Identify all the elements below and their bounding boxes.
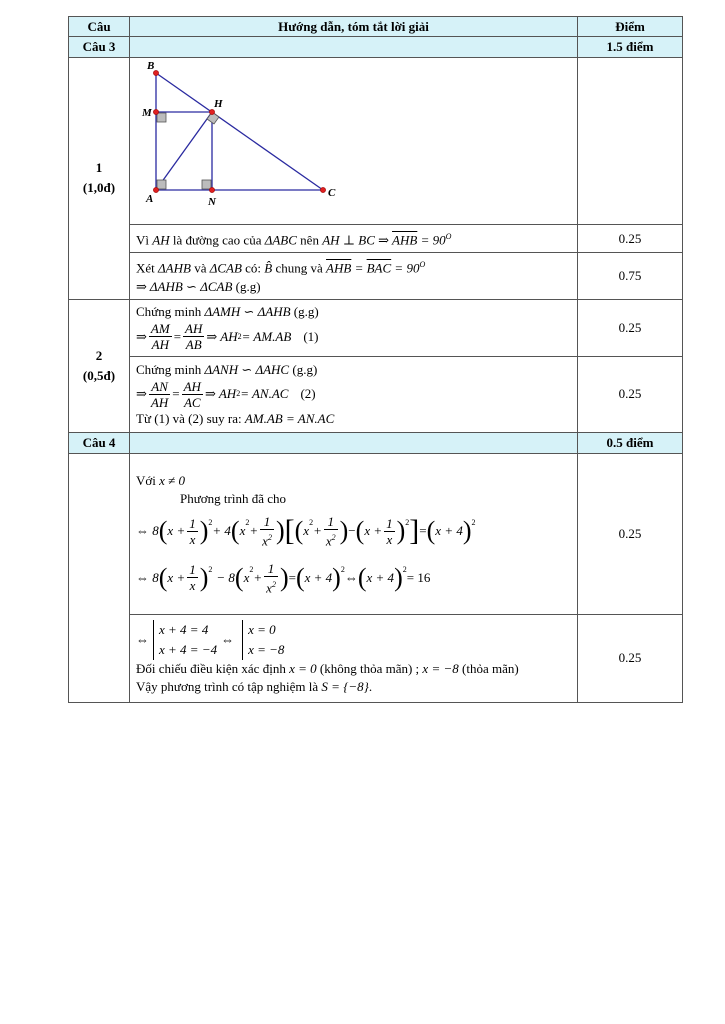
q3-part2-step1: Chứng minh ΔAMH ∽ ΔAHB (g.g) ⇒ $\frac{AM}{AH}$ = $\frac{AH}{AB}$ ⇒ AH 2 = AM.AB (1) (130, 299, 578, 356)
point-n (209, 187, 214, 192)
q4-step1-score: 0.25 (578, 453, 683, 614)
q3-part2-step2-row (69, 356, 683, 432)
right-angle-a (157, 180, 166, 189)
header-huong-dan: Hướng dẫn, tóm tắt lời giải (130, 17, 578, 37)
q4-equation-1: ⇔ 8 ( x + $\frac{1}{x}$ ) $^2$ + 4 ( x $^2$ + $\frac{1}{x^2}$ ) [ ( x $^2$ + $\frac{1}{x^2}$ ) − ( x + $\frac{1}{x}$ ) $^2$ ] = ( x + 4 ) $^2$ (136, 514, 476, 549)
point-m (153, 109, 158, 114)
q4-points: 0.5 điểm (578, 432, 683, 453)
point-h (209, 109, 214, 114)
q4-equation-2: ⇔ 8 ( x + $\frac{1}{x}$ ) $^2$ − 8 ( x $^2$ + $\frac{1}{x^2}$ ) = ( x + 4 ) $^2$ ⇔ ( x + 4 ) $^2$ = 16 (136, 560, 431, 595)
q3-part1-step2-score: 0.75 (578, 253, 683, 299)
q4-step1: Với x ≠ 0 Phương trình đã cho ⇔ 8 ( x + $\frac{1}{x}$ ) $^2$ + 4 ( x $^2$ + $\frac{1}{x^2}$ ) [ ( x $^2$ + $\frac{1}{x^2}$ ) − ( x + $\frac{1}{x}$ ) $^2$ ] = ( x + 4 ) $^2$ ⇔ 8 ( x + $\frac{1}{x}$ ) $^2$ − 8 ( x $^2$ + $\frac{1}{x^2}$ ) = ( x + 4 ) $^2$ ⇔ ( x + 4 ) $^2$ = 16 (130, 453, 578, 614)
q4-step2: ⇔ x + 4 = 4 x + 4 = −4 ⇔ x = 0 x = −8 Đối chiếu điều kiện xác định x = 0 (không thỏa mãn) ; x = −8 (thỏa mãn) Vậy phương trình có tập nghiệm là S = {−8}. (130, 614, 578, 702)
q3-part1-step2: Xét ΔAHB và ΔCAB có: B̂ chung và $\overline{AHB} = \overline{BAC} = 90^O$ ⇒ ΔAHB ∽ ΔCAB (g.g) (130, 253, 578, 299)
q3-part1-step1-score: 0.25 (578, 225, 683, 253)
segment-ah (156, 112, 212, 190)
header-cau: Câu (69, 17, 130, 37)
q4-row (69, 432, 683, 453)
geometry-figure (130, 58, 570, 220)
label-m: M (142, 107, 152, 119)
right-angle-m (157, 113, 166, 122)
q3-part1-step1: Vì AH là đường cao của ΔABC nên AH ⊥ BC ⇒ $\overline{AHB} = 90^O$ (130, 225, 578, 253)
label-h: H (214, 98, 223, 110)
q3-part1-step1-row (69, 225, 683, 253)
q4-step1-row (69, 453, 683, 614)
q3-part1-label: 1 (1,0đ) (69, 58, 130, 300)
q3-part2-step2: Chứng minh ΔANH ∽ ΔAHC (g.g) ⇒ $\frac{AN}{AH}$ = $\frac{AH}{AC}$ ⇒ AH 2 = AN.AC (2) Từ (1) và (2) suy ra: AM.AB = AN.AC (130, 356, 578, 432)
q3-label: Câu 3 (69, 37, 130, 58)
point-a (153, 187, 158, 192)
q3-part2-step1-row (69, 299, 683, 356)
q3-row (69, 37, 683, 58)
q4-step2-score: 0.25 (578, 614, 683, 702)
answer-table (68, 16, 683, 703)
header-diem: Điểm (578, 17, 683, 37)
label-b: B (147, 60, 155, 72)
point-c (320, 187, 325, 192)
right-angle-n (202, 180, 211, 189)
q3-part2-label: 2 (0,5đ) (69, 299, 130, 432)
segment-bc (156, 73, 323, 190)
q3-part2-step1-score: 0.25 (578, 299, 683, 356)
q3-part2-step2-score: 0.25 (578, 356, 683, 432)
label-a: A (146, 193, 154, 205)
q3-points: 1.5 điểm (578, 37, 683, 58)
q4-label: Câu 4 (69, 432, 130, 453)
q4-step2-row (69, 614, 683, 702)
label-c: C (328, 187, 336, 199)
label-n: N (208, 196, 216, 208)
q3-part1-step2-row (69, 253, 683, 299)
header-row (69, 17, 683, 37)
q3-part1-figure-row (69, 58, 683, 225)
